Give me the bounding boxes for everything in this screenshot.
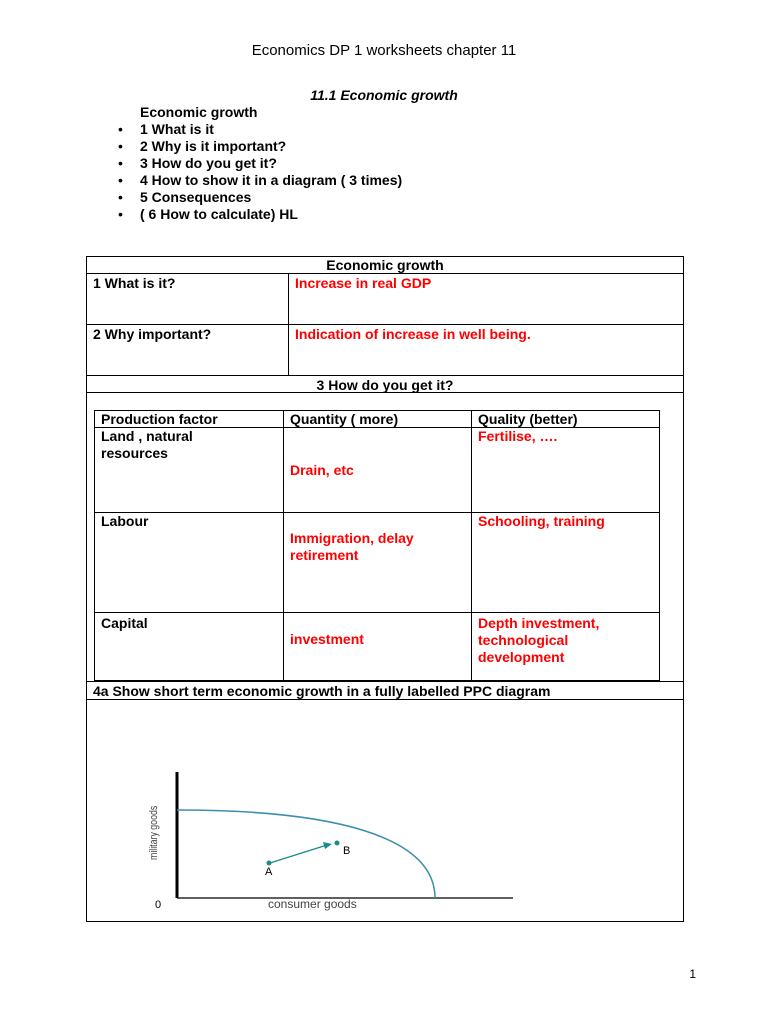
point-b (335, 841, 340, 846)
question-why-important: 2 Why important? (93, 326, 212, 342)
list-item: • ( 6 How to calculate) HL (118, 206, 298, 222)
page-number: 1 (689, 967, 696, 981)
origin-label: 0 (155, 899, 162, 911)
factor-capital: Capital (101, 615, 148, 631)
header-quality: Quality (better) (478, 411, 578, 427)
header-quantity: Quantity ( more) (290, 411, 399, 427)
point-a-label: A (265, 866, 273, 878)
answer-what-is-it: Increase in real GDP (295, 275, 432, 291)
table-title: Economic growth (326, 257, 444, 273)
section-title: 11.1 Economic growth (310, 87, 458, 103)
list-item: • 4 How to show it in a diagram ( 3 times) (118, 172, 403, 188)
x-axis-label: consumer goods (268, 897, 357, 911)
ppc-curve (177, 810, 435, 898)
factor-labour: Labour (101, 513, 149, 529)
growth-arrow (270, 845, 327, 863)
quantity-labour: Immigration, delay retirement (290, 530, 414, 563)
quality-labour: Schooling, training (478, 513, 605, 529)
quality-capital: Depth investment, technological development (478, 615, 600, 665)
y-axis-label: military goods (148, 805, 161, 860)
section4a-title: 4a Show short term economic growth in a fully labelled PPC diagram (93, 683, 551, 699)
list-item: • 5 Consequences (118, 189, 252, 205)
bullet-list (118, 121, 402, 223)
quantity-capital: investment (290, 631, 364, 647)
quality-land: Fertilise, …. (478, 428, 558, 444)
list-item: • 1 What is it (118, 121, 214, 137)
question-what-is-it: 1 What is it? (93, 275, 176, 291)
ppc-diagram (130, 760, 530, 915)
answer-why-important: Indication of increase in well being. (295, 326, 531, 342)
point-b-label: B (343, 845, 351, 857)
factor-land: Land , natural resources (101, 428, 193, 461)
quantity-land: Drain, etc (290, 462, 354, 478)
page-header: Economics DP 1 worksheets chapter 11 (251, 42, 517, 59)
list-item: • 2 Why is it important? (118, 138, 287, 154)
list-item: • 3 How do you get it? (118, 155, 277, 171)
header-production-factor: Production factor (101, 411, 218, 427)
topic-heading: Economic growth (140, 104, 258, 120)
point-a (267, 861, 272, 866)
arrow-head-icon (323, 842, 332, 849)
section3-title: 3 How do you get it? (316, 377, 454, 393)
